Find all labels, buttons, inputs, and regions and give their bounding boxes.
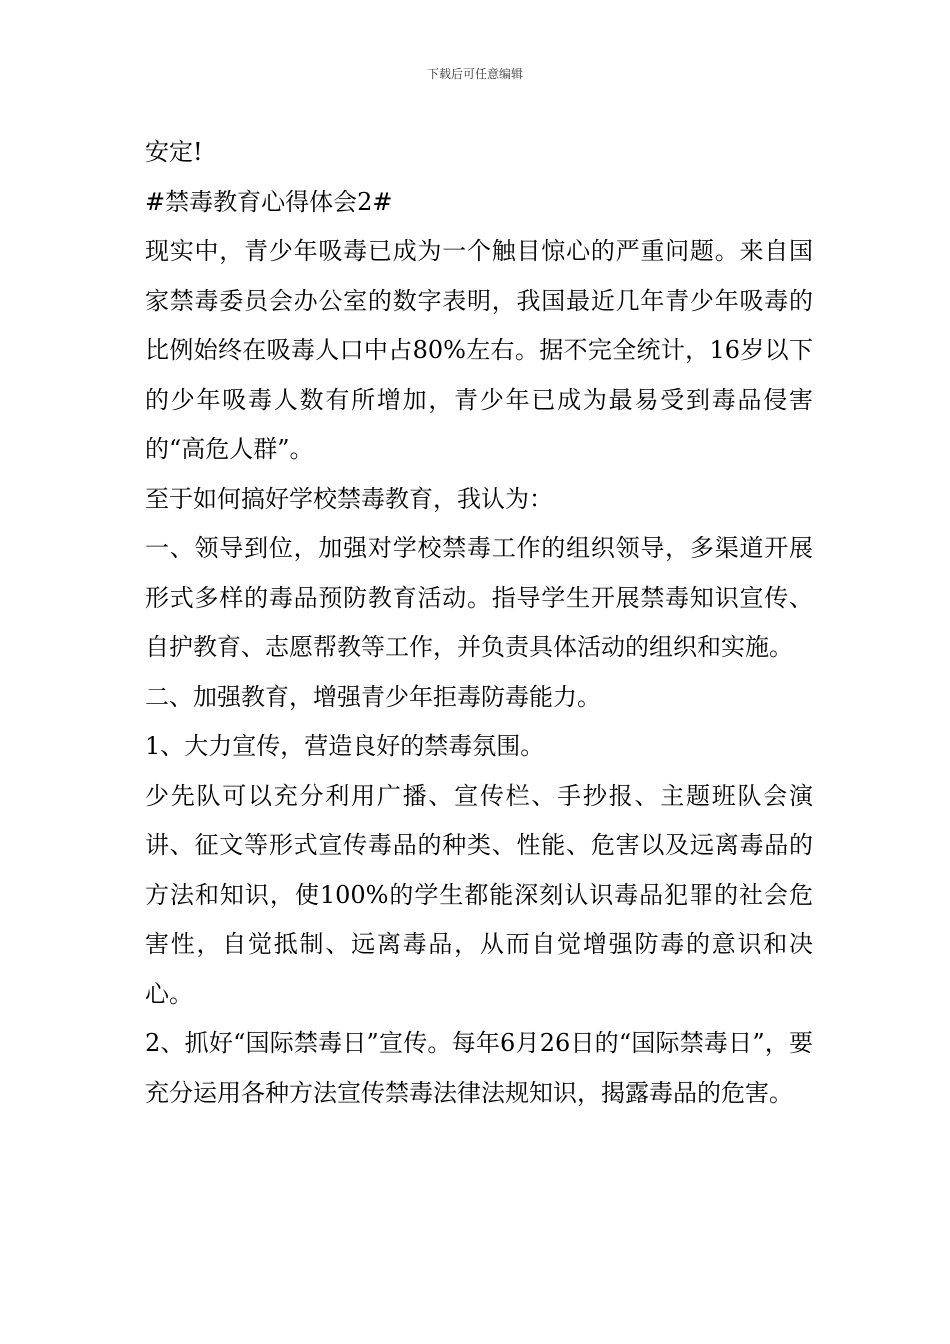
paragraph-question: 至于如何搞好学校禁毒教育，我认为： bbox=[145, 484, 553, 513]
page-header: 下载后可任意编辑 bbox=[426, 67, 523, 81]
section-heading: #禁毒教育心得体会2# bbox=[145, 187, 393, 216]
paragraph-point-2: 二、加强教育，增强青少年拒毒防毒能力。 bbox=[145, 682, 601, 711]
paragraph-subpoint-2: 2、抓好“国际禁毒日”宣传。每年6月26日的“国际禁毒日”，要充分运用各种方法宣传禁毒法律法规知识，揭露毒品的危害。 bbox=[145, 1029, 813, 1107]
paragraph-subpoint-1: 1、大力宣传，营造良好的禁毒氛围。 bbox=[145, 732, 545, 760]
paragraph-point-1: 一、领导到位，加强对学校禁毒工作的组织领导，多渠道开展形式多样的毒品预防教育活动。指导学生开展禁毒知识宣传、自护教育、志愿帮教等工作，并负责具体活动的组织和实施。 bbox=[145, 534, 813, 661]
document-body bbox=[145, 128, 813, 1118]
paragraph-subpoint-1-body: 少先队可以充分利用广播、宣传栏、手抄报、主题班队会演讲、征文等形式宣传毒品的种类、性能、危害以及远离毒品的方法和知识，使100%的学生都能深刻认识毒品犯罪的社会危害性，自觉抵制、远离毒品，从而自觉增强防毒的意识和决心。 bbox=[145, 781, 813, 1008]
paragraph-intro: 现实中，青少年吸毒已成为一个触目惊心的严重问题。来自国家禁毒委员会办公室的数字表明，我国最近几年青少年吸毒的比例始终在吸毒人口中占80%左右。据不完全统计，16岁以下的少年吸毒人数有所增加，青少年已成为最易受到毒品侵害的“高危人群”。 bbox=[145, 237, 813, 463]
paragraph-closing: 安定! bbox=[145, 138, 203, 166]
